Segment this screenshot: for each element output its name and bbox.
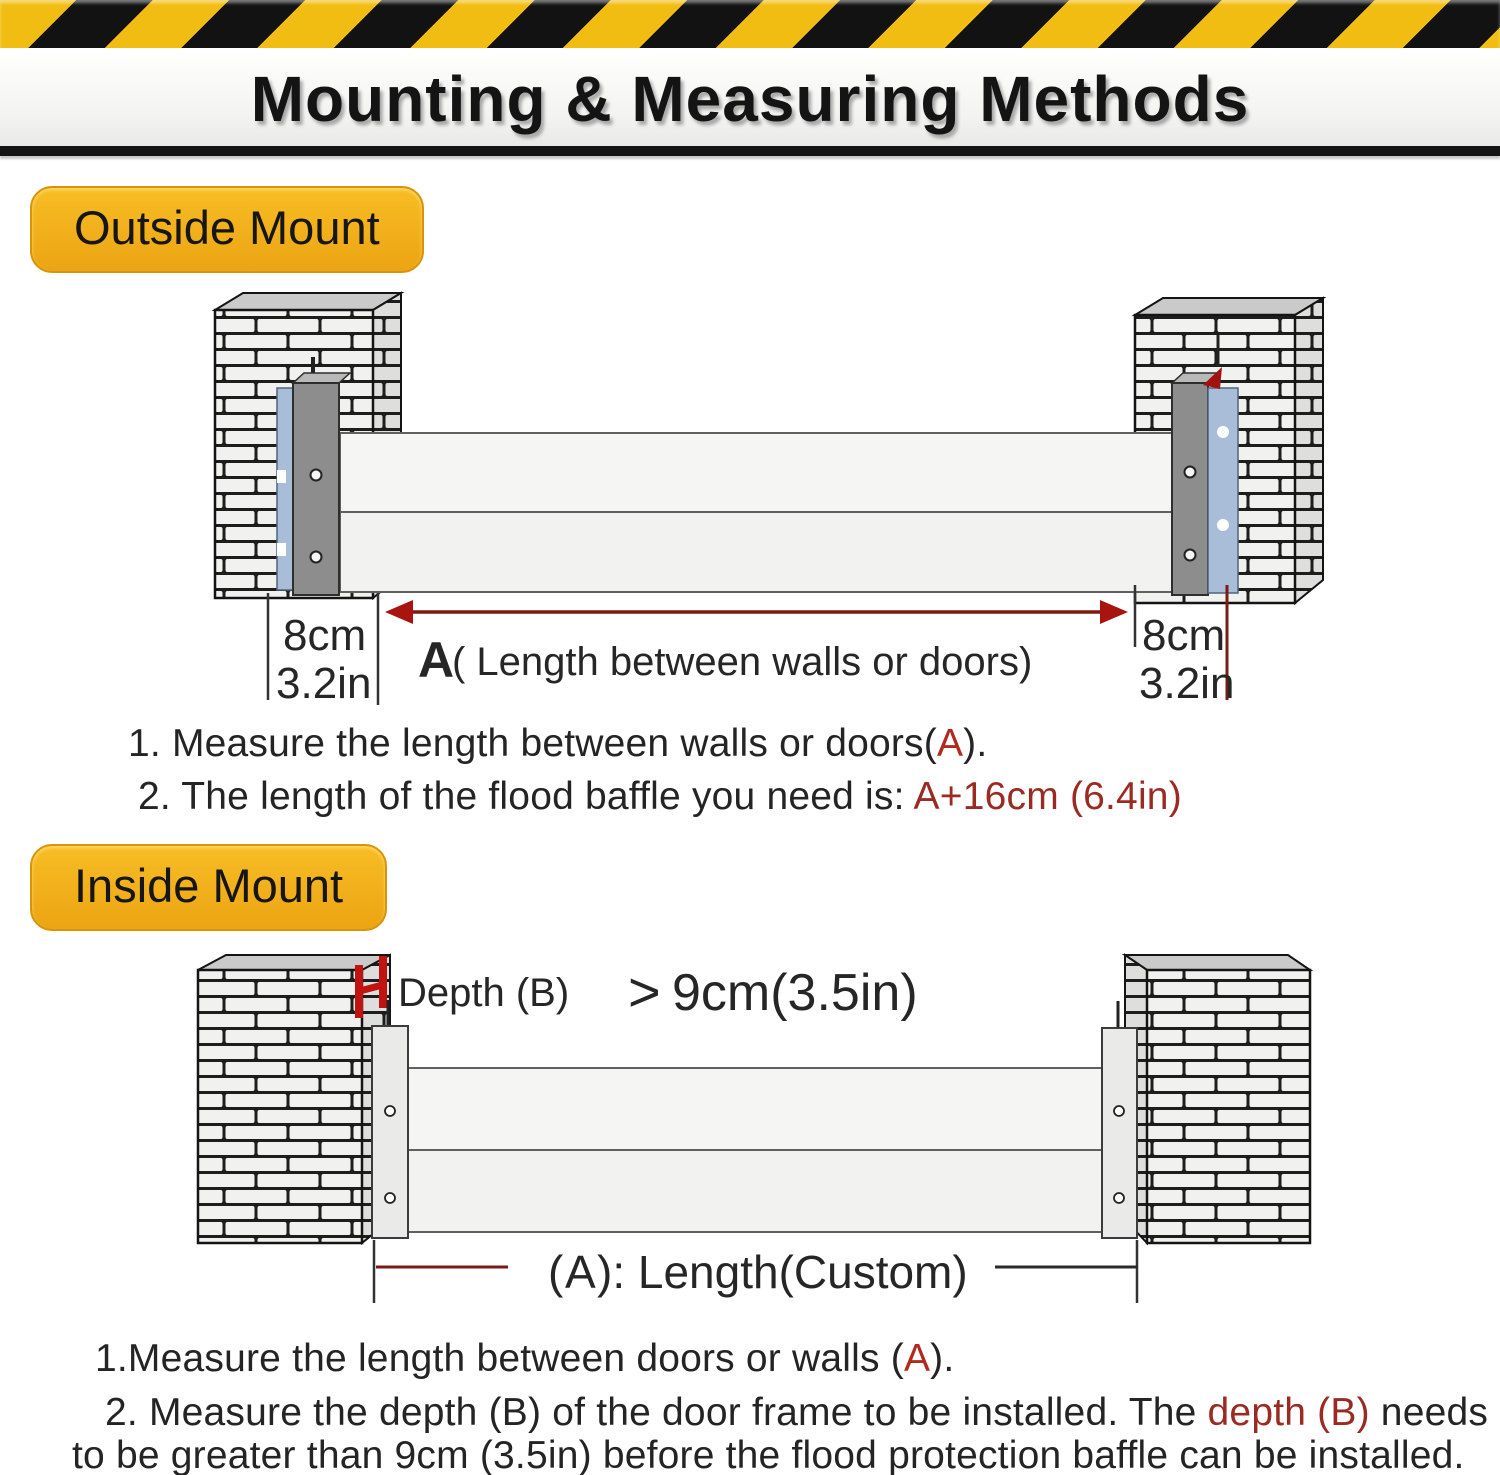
seal-strip	[1208, 388, 1238, 593]
outside-step-2	[138, 775, 1182, 819]
seal-strip	[277, 388, 294, 590]
screw-hole	[1185, 467, 1196, 478]
inside-mount-badge: Inside Mount	[30, 844, 387, 931]
page-title: Mounting & Measuring Methods	[250, 63, 1250, 135]
pillar-front-face	[198, 970, 362, 1243]
outside-mount-diagram	[0, 285, 1500, 715]
arrowhead-left-icon	[385, 600, 413, 624]
seal-notch	[1217, 519, 1229, 531]
outside-measurement	[268, 585, 1234, 708]
flood-barrier	[340, 433, 1172, 592]
span-open-paren: (	[548, 1246, 564, 1298]
barrier-top-panel	[408, 1068, 1102, 1150]
depth-annotation	[398, 960, 918, 1023]
bracket-bar	[1172, 383, 1208, 595]
caution-stripe-banner	[0, 0, 1500, 48]
outside-left-bracket	[277, 357, 350, 595]
gap-left-in: 3.2in	[276, 659, 372, 708]
gap-right-cm: 8cm	[1142, 611, 1226, 660]
barrier-bottom-panel	[340, 512, 1172, 592]
inside-measurement	[374, 1240, 1137, 1303]
step-highlight: depth (B)	[1207, 1391, 1370, 1434]
arrowhead-right-icon	[1100, 600, 1128, 624]
seal-notch	[277, 543, 286, 556]
outside-step-1	[128, 722, 987, 766]
inside-right-pillar	[1125, 955, 1310, 1243]
barrier-bottom-panel	[408, 1150, 1102, 1232]
bracket-bar	[1102, 1028, 1137, 1238]
inside-step-1	[95, 1337, 954, 1381]
span-label: ): Length(Custom)	[597, 1246, 968, 1298]
depth-gt-sign: >	[628, 960, 661, 1023]
screw-hole	[311, 470, 322, 481]
step-text: ).	[930, 1337, 955, 1380]
step-text: 2. The length of the flood baffle you need is:	[138, 775, 914, 818]
step-text: 1. Measure the length between walls or doors(	[128, 722, 937, 765]
flood-barrier	[408, 1068, 1102, 1232]
screw-hole	[385, 1106, 395, 1116]
pillar-top-face	[1125, 955, 1310, 970]
screw-hole	[311, 552, 322, 563]
screw-hole	[385, 1193, 395, 1203]
span-letter: A	[418, 632, 455, 688]
inside-mount-diagram	[0, 948, 1500, 1318]
outside-mount-badge: Outside Mount	[30, 186, 424, 273]
inside-step-2	[105, 1391, 1488, 1435]
step-highlight: A	[903, 1337, 931, 1380]
bracket-bar	[372, 1026, 408, 1238]
pillar-side-face	[1295, 298, 1323, 603]
bracket-top-face	[293, 373, 350, 383]
inside-right-bracket	[1102, 1001, 1137, 1238]
step-text: 1.Measure the length between doors or walls (	[95, 1337, 904, 1380]
step-text: to be greater than 9cm (3.5in) before the flood protection baffle can be installed.	[72, 1434, 1465, 1475]
divider-bar	[0, 146, 1500, 156]
seal-notch	[277, 470, 286, 483]
screw-hole	[1114, 1193, 1124, 1203]
depth-value: 9cm(3.5in)	[672, 964, 918, 1022]
span-letter: A	[565, 1246, 596, 1298]
step-text: ).	[963, 722, 988, 765]
step-highlight: A	[936, 722, 964, 765]
depth-label: Depth (B)	[398, 971, 570, 1015]
pillar-top-face	[215, 293, 401, 310]
step-text: 2. Measure the depth (B) of the door frame to be installed. The	[105, 1391, 1208, 1434]
span-label: ( Length between walls or doors)	[452, 640, 1033, 684]
inside-step-3	[72, 1434, 1465, 1475]
screw-hole	[1185, 550, 1196, 561]
seal-notch	[1217, 426, 1229, 438]
gap-right-in: 3.2in	[1139, 659, 1235, 708]
step-highlight: A+16cm (6.4in)	[913, 775, 1182, 818]
inside-left-bracket	[372, 1000, 408, 1238]
pillar-top-face	[1135, 298, 1323, 315]
pillar-front-face	[1147, 970, 1310, 1243]
step-text: needs	[1369, 1391, 1489, 1434]
gap-left-cm: 8cm	[283, 611, 367, 660]
screw-hole	[1114, 1106, 1124, 1116]
barrier-top-panel	[340, 433, 1172, 512]
